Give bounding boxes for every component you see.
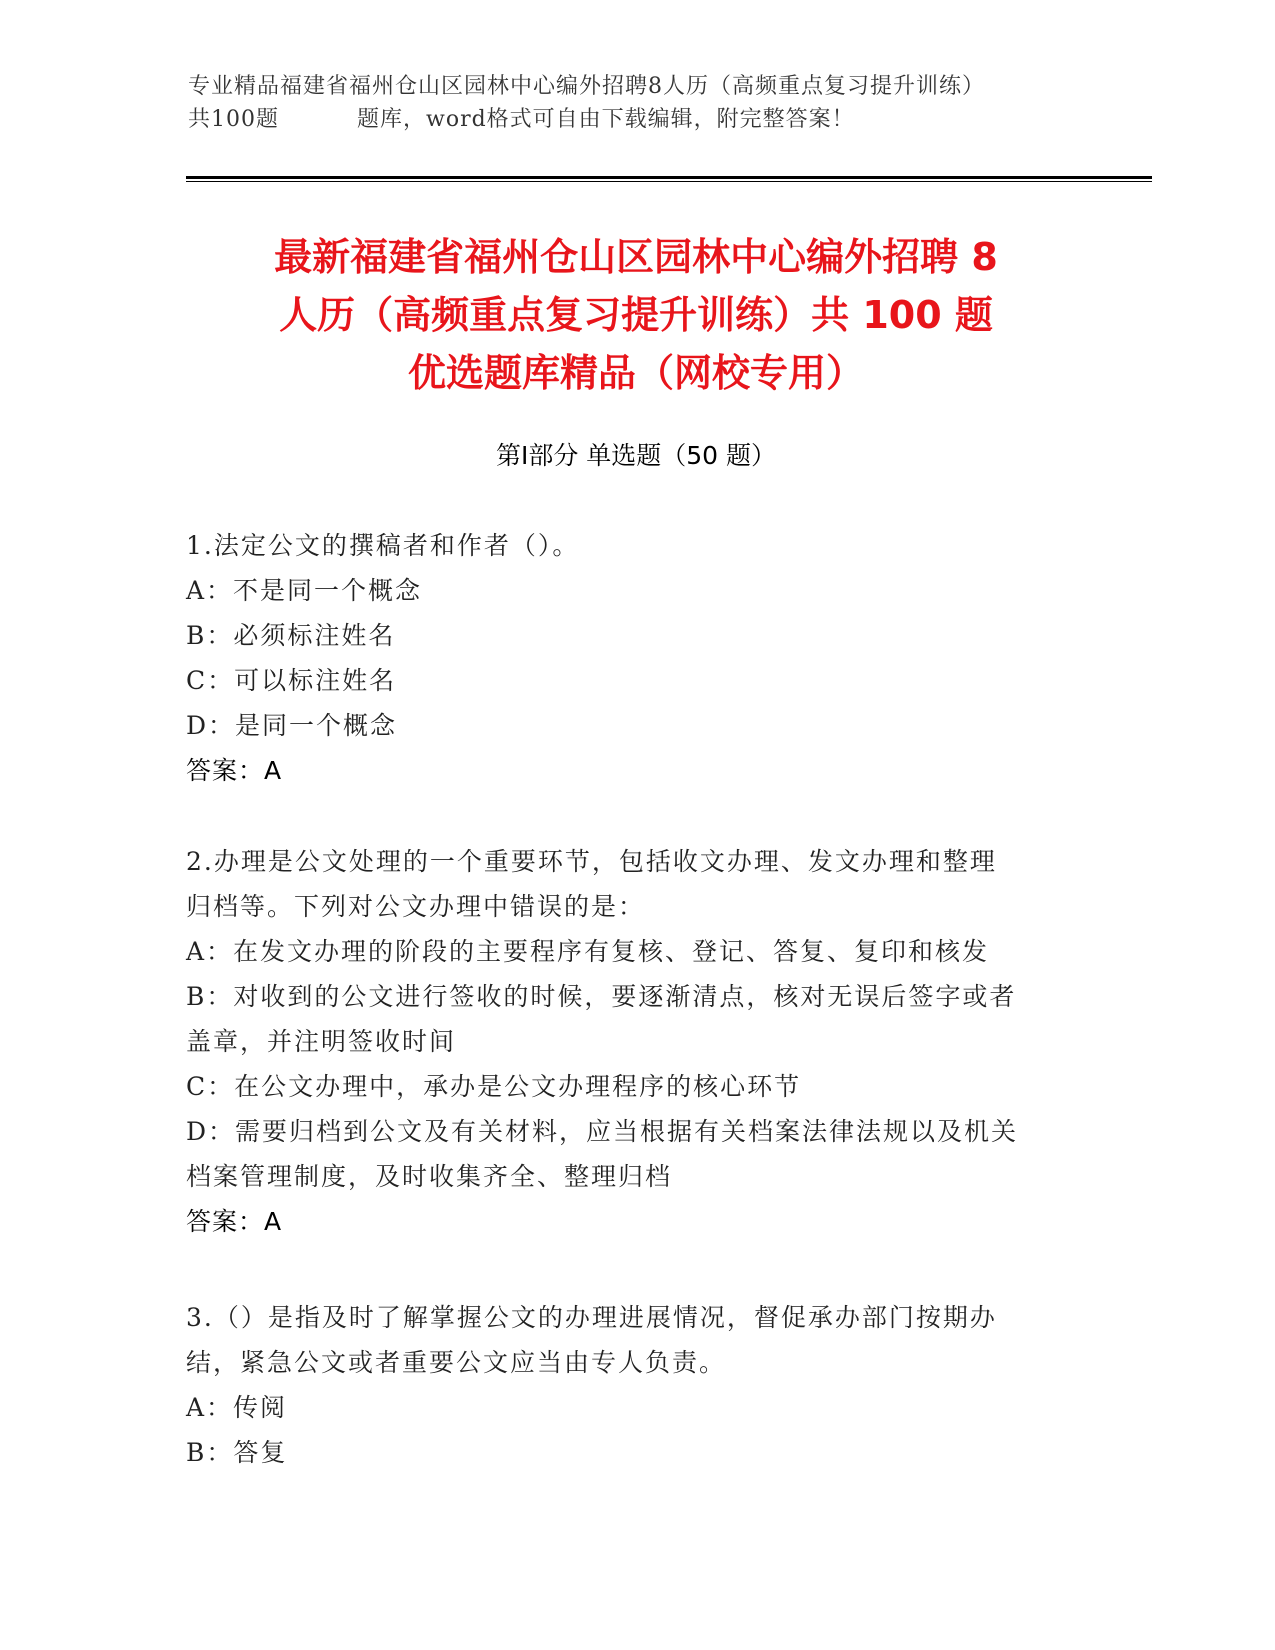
title-line-2: 人历（高频重点复习提升训练）共 100 题	[279, 293, 993, 337]
question-1-option-b: B：必须标注姓名	[186, 621, 396, 650]
question-3-option-b: B：答复	[186, 1438, 288, 1467]
header-note	[188, 70, 1088, 136]
question-1	[186, 523, 1086, 793]
question-1-stem: 1.法定公文的撰稿者和作者（）。	[186, 531, 580, 560]
question-2-stem-line-2: 归档等。下列对公文办理中错误的是：	[186, 892, 646, 921]
header-line-1: 专业精品福建省福州仓山区园林中心编外招聘8人历（高频重点复习提升训练）	[188, 74, 985, 99]
title-line-3: 优选题库精品（网校专用）	[407, 351, 864, 395]
question-2	[186, 839, 1086, 1244]
question-2-option-c: C：在公文办理中，承办是公文办理程序的核心环节	[186, 1072, 802, 1101]
header-divider-thin	[186, 181, 1152, 182]
section-heading: 第Ⅰ部分 单选题（50 题）	[495, 441, 777, 470]
question-2-option-b-line-1: B：对收到的公文进行签收的时候，要逐渐清点，核对无误后签字或者	[186, 982, 1017, 1011]
question-2-option-d-line-1: D：需要归档到公文及有关材料，应当根据有关档案法律法规以及机关	[186, 1117, 1019, 1146]
question-2-option-d-line-2: 档案管理制度，及时收集齐全、整理归档	[186, 1162, 673, 1191]
question-2-answer: 答案：A	[186, 1207, 283, 1236]
question-1-option-d: D：是同一个概念	[186, 711, 398, 740]
header-line-2	[188, 103, 1088, 136]
document-title	[186, 228, 1086, 402]
question-1-option-c: C：可以标注姓名	[186, 666, 397, 695]
question-1-answer: 答案：A	[186, 756, 283, 785]
question-3-stem-line-1: 3.（）是指及时了解掌握公文的办理进展情况，督促承办部门按期办	[186, 1303, 997, 1332]
question-2-option-b-line-2: 盖章，并注明签收时间	[186, 1027, 457, 1056]
header-divider-thick	[186, 176, 1152, 179]
header-line-2-left: 共100题	[188, 107, 279, 132]
question-3-stem-line-2: 结，紧急公文或者重要公文应当由专人负责。	[186, 1348, 727, 1377]
question-2-stem-line-1: 2.办理是公文处理的一个重要环节，包括收文办理、发文办理和整理	[186, 847, 997, 876]
question-3	[186, 1295, 1086, 1475]
question-2-option-a: A：在发文办理的阶段的主要程序有复核、登记、答复、复印和核发	[186, 937, 990, 966]
question-3-option-a: A：传阅	[186, 1393, 288, 1422]
title-line-1: 最新福建省福州仓山区园林中心编外招聘 8	[274, 235, 998, 279]
question-1-option-a: A：不是同一个概念	[186, 576, 423, 605]
header-line-2-right: 题库，word格式可自由下载编辑，附完整答案！	[357, 107, 855, 132]
